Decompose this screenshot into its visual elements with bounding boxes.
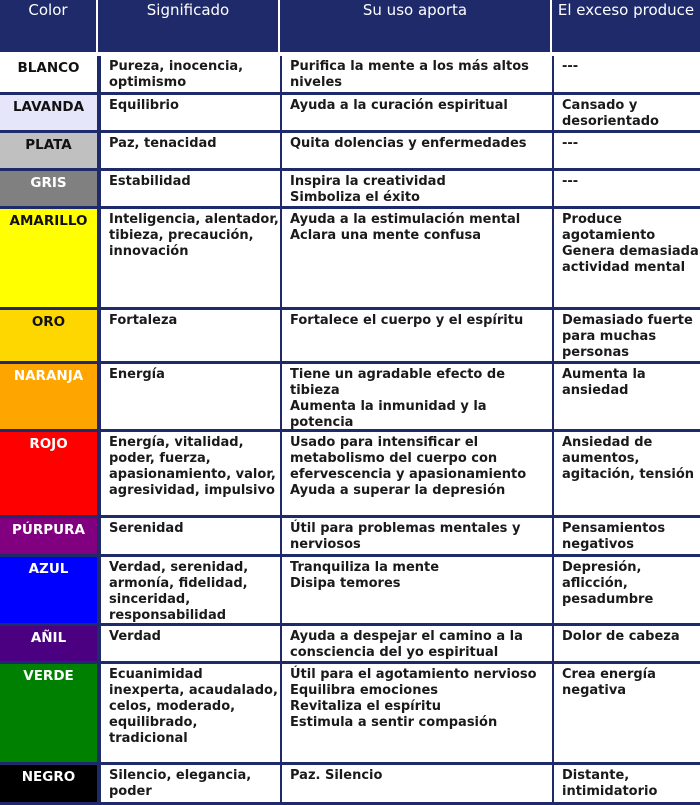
color-name-cell: AÑIL <box>0 626 97 664</box>
contribution-cell: Tiene un agradable efecto de tibieza Aumenta la inmunidad y la potencia <box>280 364 552 432</box>
contribution-cell: Quita dolencias y enfermedades <box>280 133 552 171</box>
contribution-cell: Usado para intensificar el metabolismo del cuerpo con efervescencia y apasionamiento Ayuda a superar la depresión <box>280 432 552 518</box>
color-name-cell: AZUL <box>0 557 97 626</box>
meaning-cell: Energía, vitalidad, poder, fuerza, apasionamiento, valor, agresividad, impulsivo <box>100 432 280 518</box>
excess-cell: Dolor de cabeza <box>552 626 700 664</box>
color-name-cell: LAVANDA <box>0 95 97 133</box>
contribution-cell: Ayuda a la estimulación mental Aclara una mente confusa <box>280 209 552 310</box>
meaning-cell: Serenidad <box>100 518 280 557</box>
header-excess: El exceso produce <box>557 1 695 19</box>
contribution-cell: Paz. Silencio <box>280 765 552 805</box>
meaning-cell: Verdad <box>100 626 280 664</box>
meaning-cell: Energía <box>100 364 280 432</box>
excess-cell: Demasiado fuerte para muchas personas <box>552 310 700 364</box>
table-row <box>0 765 700 805</box>
contribution-cell: Útil para problemas mentales y nerviosos <box>280 518 552 557</box>
meaning-cell: Equilibrio <box>100 95 280 133</box>
table-row <box>0 557 700 626</box>
table-row <box>0 626 700 664</box>
excess-cell: --- <box>552 56 700 95</box>
excess-cell: Cansado y desorientado <box>552 95 700 133</box>
meaning-cell: Ecuanimidad inexperta, acaudalado, celos, moderado, equilibrado, tradicional <box>100 664 280 765</box>
color-name-cell: AMARILLO <box>0 209 97 310</box>
excess-cell: --- <box>552 133 700 171</box>
contribution-cell: Ayuda a despejar el camino a la consciencia del yo espiritual <box>280 626 552 664</box>
meaning-cell: Fortaleza <box>100 310 280 364</box>
color-name-cell: PÚRPURA <box>0 518 97 557</box>
excess-cell: Distante, intimidatorio <box>552 765 700 805</box>
color-name-cell: NEGRO <box>0 765 97 805</box>
excess-cell: Aumenta la ansiedad <box>552 364 700 432</box>
excess-cell: Ansiedad de aumentos, agitación, tensión <box>552 432 700 518</box>
meaning-cell: Paz, tenacidad <box>100 133 280 171</box>
table-row <box>0 95 700 133</box>
color-name-cell: BLANCO <box>0 56 97 95</box>
table-row <box>0 364 700 432</box>
contribution-cell: Inspira la creatividad Simboliza el éxito <box>280 171 552 209</box>
header-contribution: Su uso aporta <box>280 0 552 52</box>
table-row <box>0 171 700 209</box>
color-name-cell: GRIS <box>0 171 97 209</box>
meaning-cell: Estabilidad <box>100 171 280 209</box>
excess-cell: Depresión, aflicción, pesadumbre <box>552 557 700 626</box>
header-meaning: Significado <box>98 0 280 52</box>
contribution-cell: Ayuda a la curación espiritual <box>280 95 552 133</box>
color-name-cell: VERDE <box>0 664 97 765</box>
meaning-cell: Inteligencia, alentador, tibieza, precaución, innovación <box>100 209 280 310</box>
contribution-cell: Tranquiliza la mente Disipa temores <box>280 557 552 626</box>
meaning-cell: Pureza, inocencia, optimismo <box>100 56 280 95</box>
excess-cell: --- <box>552 171 700 209</box>
contribution-cell: Útil para el agotamiento nervioso Equilibra emociones Revitaliza el espíritu Estimula a sentir compasión <box>280 664 552 765</box>
table-row <box>0 664 700 765</box>
meaning-cell: Verdad, serenidad, armonía, fidelidad, sinceridad, responsabilidad <box>100 557 280 626</box>
color-name-cell: ROJO <box>0 432 97 518</box>
table-row <box>0 56 700 95</box>
excess-cell: Crea energía negativa <box>552 664 700 765</box>
table-row <box>0 432 700 518</box>
table-row <box>0 518 700 557</box>
contribution-cell: Fortalece el cuerpo y el espíritu <box>280 310 552 364</box>
table-row <box>0 310 700 364</box>
excess-cell: Pensamientos negativos <box>552 518 700 557</box>
table-row <box>0 133 700 171</box>
table-row <box>0 209 700 310</box>
color-name-cell: PLATA <box>0 133 97 171</box>
color-name-cell: NARANJA <box>0 364 97 432</box>
meaning-cell: Silencio, elegancia, poder <box>100 765 280 805</box>
color-name-cell: ORO <box>0 310 97 364</box>
table-header <box>0 0 700 52</box>
contribution-cell: Purifica la mente a los más altos niveles <box>280 56 552 95</box>
excess-cell: Produce agotamiento Genera demasiada actividad mental <box>552 209 700 310</box>
header-color: Color <box>0 0 98 52</box>
